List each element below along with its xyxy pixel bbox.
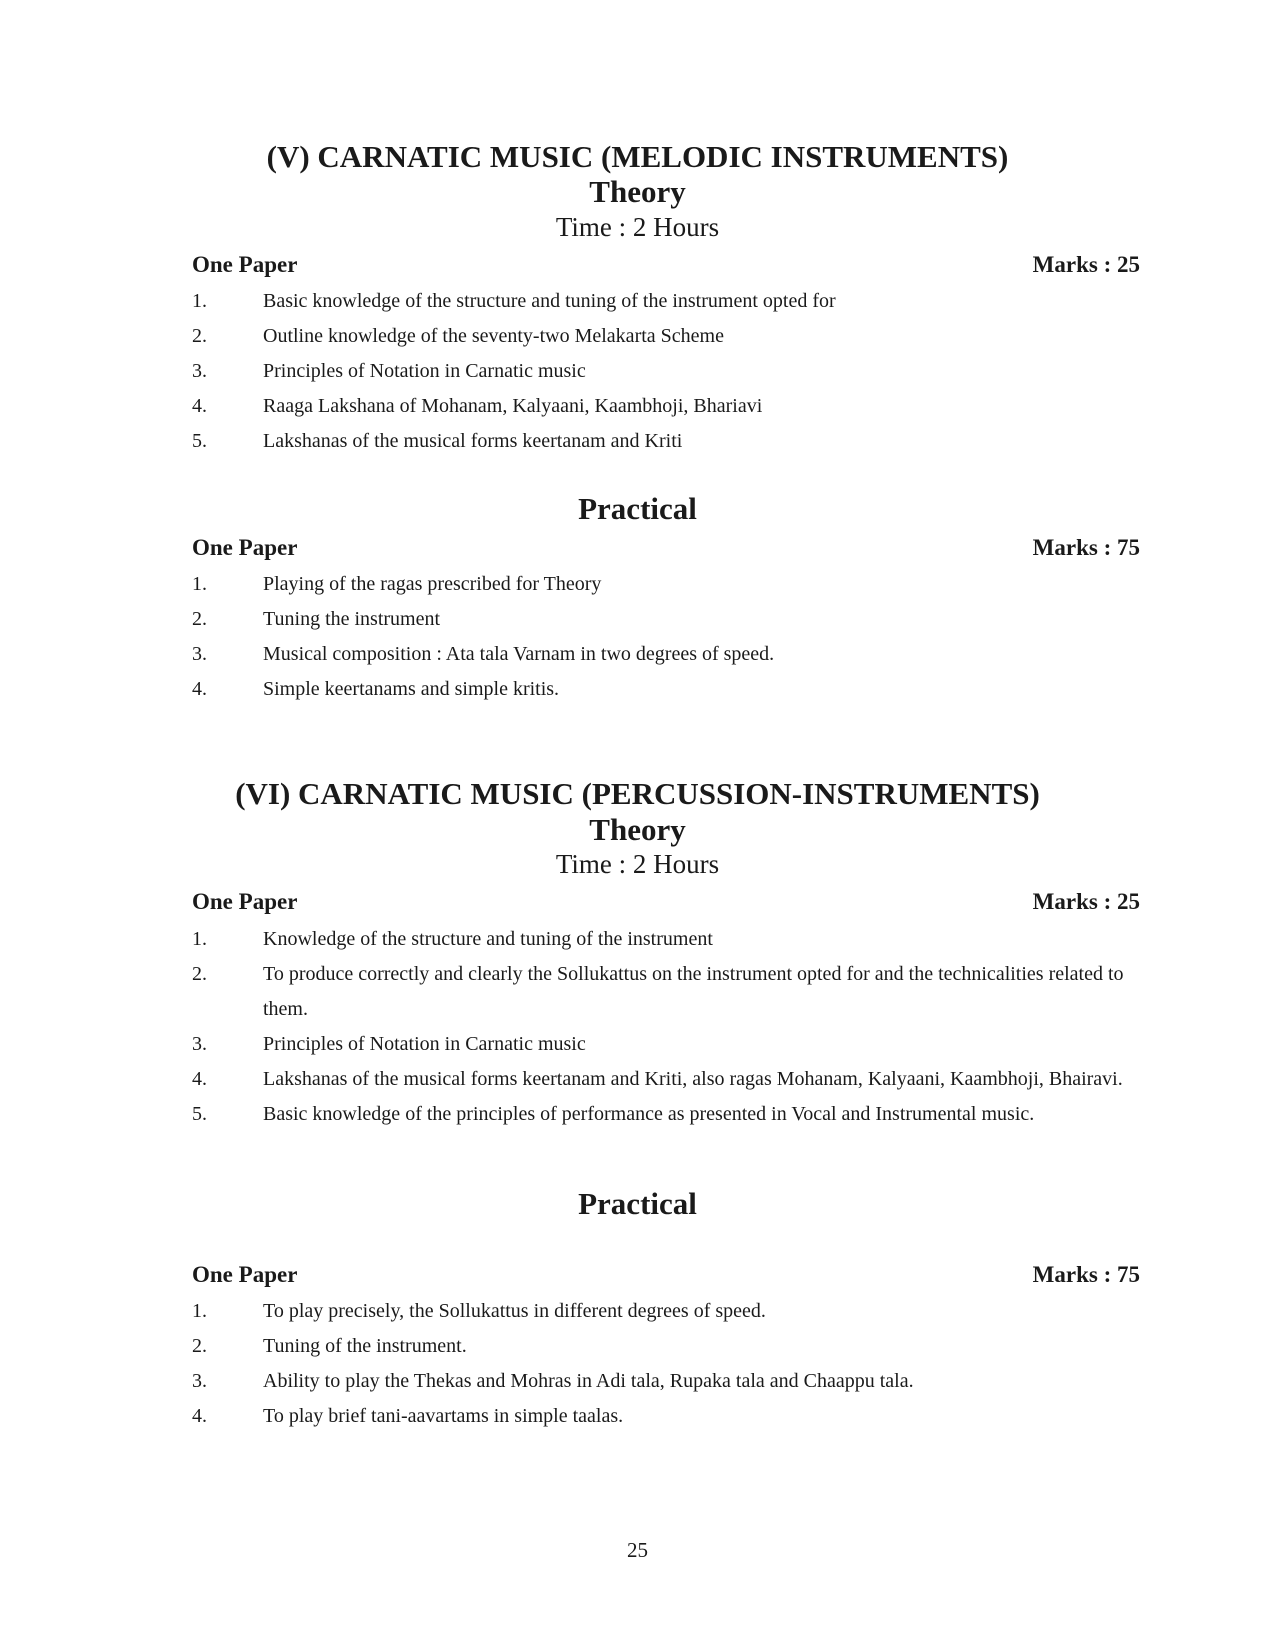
list-item: 1. To play precisely, the Sollukattus in different degrees of speed. bbox=[192, 1300, 766, 1322]
list-item: 4. To play brief tani-aavartams in simple taalas. bbox=[192, 1405, 624, 1427]
section-vi-theory-time: Time : 2 Hours bbox=[555, 849, 720, 879]
section-vi-theory-list bbox=[192, 922, 1140, 1132]
section-v-theory-paper-row bbox=[192, 250, 1140, 280]
list-item: 1. Knowledge of the structure and tuning of the instrument bbox=[192, 928, 713, 950]
list-item: 2. Tuning the instrument bbox=[192, 608, 441, 630]
section-v-practical-heading: Practical bbox=[578, 491, 697, 526]
section-v-practical-list bbox=[192, 567, 1140, 707]
list-item: 3. Principles of Notation in Carnatic music bbox=[192, 360, 586, 382]
section-v-theory-heading: Theory bbox=[589, 174, 686, 209]
list-item: 2. Tuning of the instrument. bbox=[192, 1335, 467, 1357]
section-vi-title: (VI) CARNATIC MUSIC (PERCUSSION-INSTRUMENTS) bbox=[235, 776, 1040, 811]
list-item: 3. Ability to play the Thekas and Mohras in Adi tala, Rupaka tala and Chaappu tala. bbox=[192, 1370, 914, 1392]
section-vi-practical-paper-row bbox=[192, 1260, 1140, 1290]
marks-label: Marks : 75 bbox=[1032, 1262, 1140, 1287]
paper-label: One Paper bbox=[192, 1262, 298, 1287]
list-item: 3. Musical composition : Ata tala Varnam in two degrees of speed. bbox=[192, 643, 775, 665]
paper-label: One Paper bbox=[192, 252, 298, 277]
list-item: 1. Playing of the ragas prescribed for Theory bbox=[192, 573, 602, 595]
list-item: 4. Simple keertanams and simple kritis. bbox=[192, 678, 560, 700]
section-v-theory-time: Time : 2 Hours bbox=[555, 212, 720, 242]
list-item: 5. Lakshanas of the musical forms keertanam and Kriti bbox=[192, 430, 683, 452]
section-vi-theory-heading: Theory bbox=[589, 812, 686, 847]
list-item: 2. Outline knowledge of the seventy-two Melakarta Scheme bbox=[192, 325, 724, 347]
marks-label: Marks : 25 bbox=[1032, 889, 1140, 914]
marks-label: Marks : 25 bbox=[1032, 252, 1140, 277]
section-v-practical-paper-row bbox=[192, 533, 1140, 563]
list-item: 4. Lakshanas of the musical forms keertanam and Kriti, also ragas Mohanam, Kalyaani, Kaambhoji, Bhairavi. bbox=[192, 1068, 1123, 1090]
section-vi-practical-heading: Practical bbox=[578, 1186, 697, 1221]
paper-label: One Paper bbox=[192, 535, 298, 560]
section-v-title: (V) CARNATIC MUSIC (MELODIC INSTRUMENTS) bbox=[266, 139, 1009, 174]
list-item: 4. Raaga Lakshana of Mohanam, Kalyaani, Kaambhoji, Bhariavi bbox=[192, 395, 763, 417]
list-item: 5. Basic knowledge of the principles of performance as presented in Vocal and Instrumental music. bbox=[192, 1103, 1035, 1125]
section-vi-theory-paper-row bbox=[192, 887, 1140, 917]
paper-label: One Paper bbox=[192, 889, 298, 914]
list-item: 2. To produce correctly and clearly the Sollukattus on the instrument opted for and the technicalities related to them. bbox=[192, 963, 1124, 1020]
page-number: 25 bbox=[627, 1538, 648, 1562]
marks-label: Marks : 75 bbox=[1032, 535, 1140, 560]
list-item: 1. Basic knowledge of the structure and tuning of the instrument opted for bbox=[192, 290, 836, 312]
section-vi-practical-list bbox=[192, 1294, 1140, 1434]
list-item: 3. Principles of Notation in Carnatic music bbox=[192, 1033, 586, 1055]
section-v-theory-list bbox=[192, 284, 1140, 459]
